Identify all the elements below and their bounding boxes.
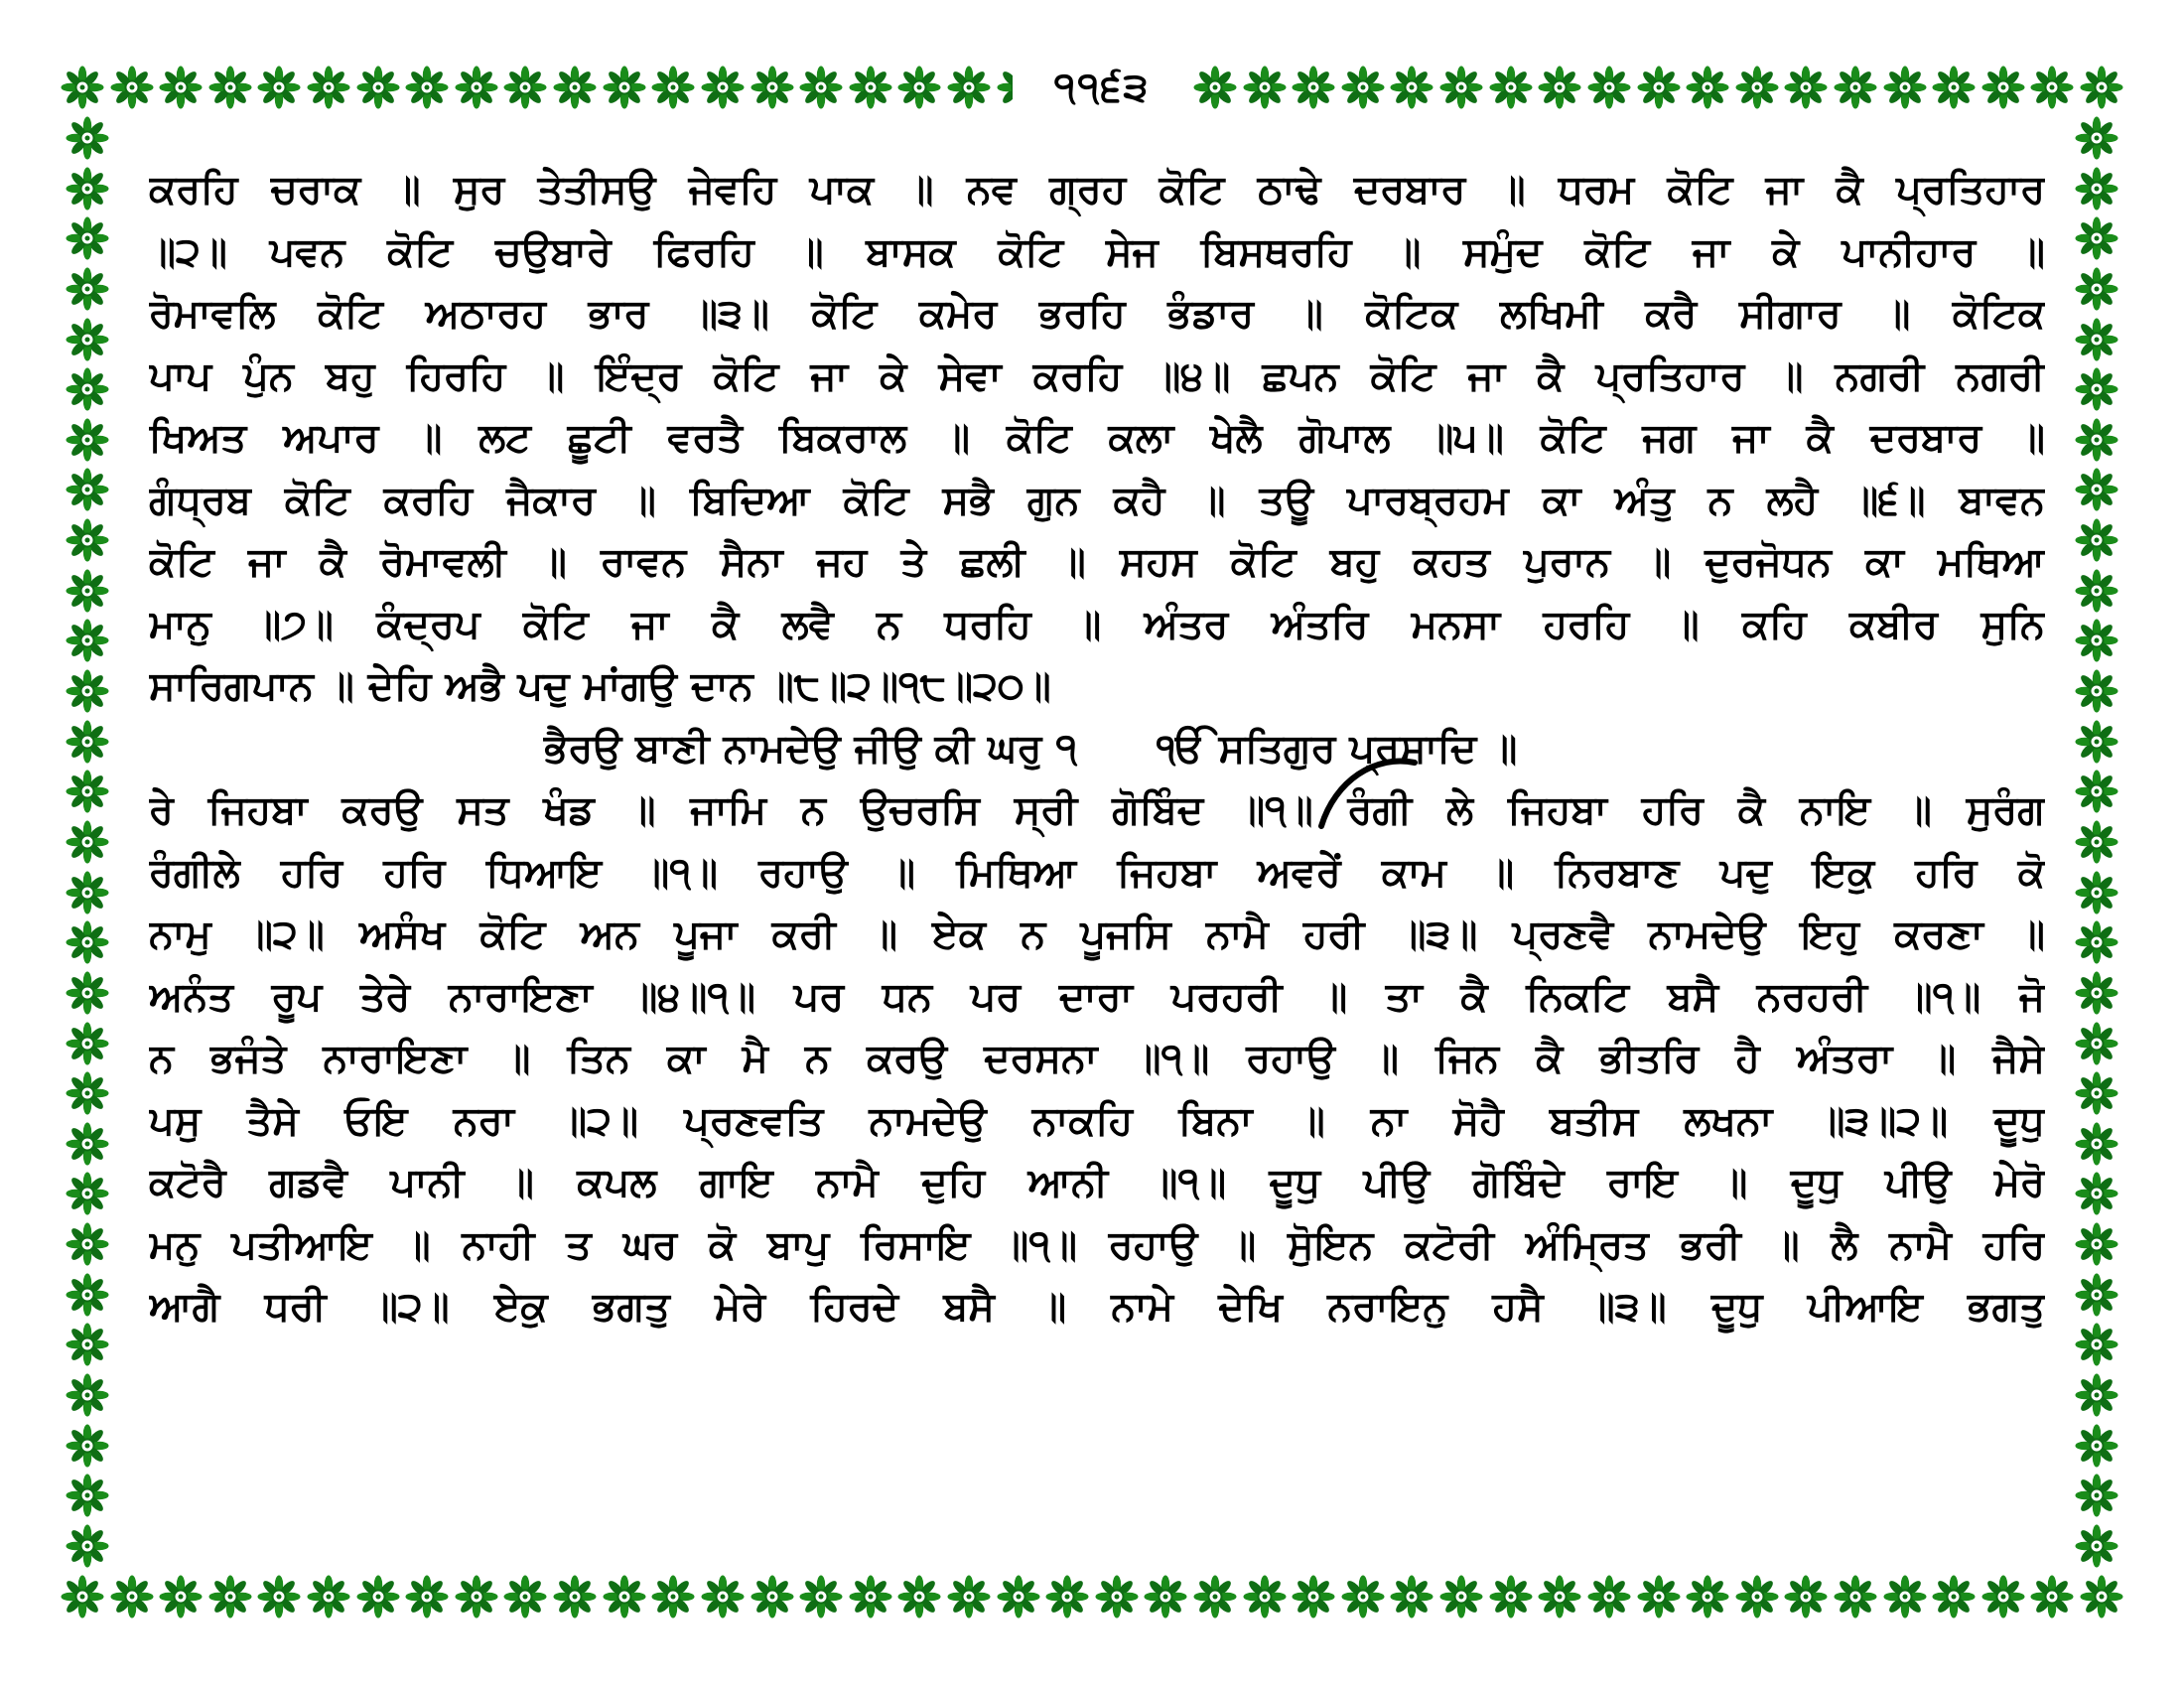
flower-icon — [454, 65, 499, 110]
flower-icon — [2074, 1021, 2119, 1066]
flower-icon — [2074, 1121, 2119, 1167]
flower-icon — [2074, 970, 2119, 1016]
flower-icon — [65, 166, 110, 211]
flower-icon — [1636, 1574, 1682, 1619]
shabad-heading — [149, 718, 2045, 780]
flower-icon — [65, 1021, 110, 1066]
flower-icon — [2074, 417, 2119, 463]
text-line-6: ਗੰਧ੍ਰਬ ਕੋਟਿ ਕਰਹਿ ਜੈਕਾਰ ॥ ਬਿਦਿਆ ਕੋਟਿ ਸਭੈ ਗੁਨ ਕਹੈ ॥ ਤਊ ਪਾਰਬ੍ਰਹਮ ਕਾ ਅੰਤੁ ਨ ਲਹੈ ॥੬॥ ਬਾਵਨ — [149, 477, 2045, 523]
flower-icon — [1143, 1574, 1188, 1619]
flower-icon — [2074, 215, 2119, 261]
flower-icon — [1537, 1574, 1582, 1619]
flower-icon — [1833, 1574, 1878, 1619]
flower-icon — [65, 1221, 110, 1267]
flower-icon — [65, 467, 110, 512]
flower-icon — [2074, 517, 2119, 563]
flower-icon — [158, 65, 204, 110]
flower-icon — [65, 668, 110, 714]
floral-border-left — [60, 115, 115, 1569]
flower-icon — [2074, 1423, 2119, 1469]
flower-icon — [2074, 769, 2119, 814]
flower-icon — [2074, 1523, 2119, 1569]
flower-icon — [65, 366, 110, 412]
flower-icon — [60, 65, 105, 110]
flower-icon — [2074, 668, 2119, 714]
flower-icon — [2074, 1221, 2119, 1267]
text-line-19: ਆਗੈ ਧਰੀ ॥੨॥ ਏਕੁ ਭਗਤੁ ਮੇਰੇ ਹਿਰਦੇ ਬਸੈ ॥ ਨਾਮੇ ਦੇਖਿ ਨਰਾਇਨੁ ਹਸੈ ॥੩॥ ਦੂਧੁ ਪੀਆਇ ਭਗਤੁ — [149, 1284, 2045, 1330]
flower-icon — [65, 1372, 110, 1418]
flower-icon — [1783, 65, 1829, 110]
flower-icon — [207, 65, 253, 110]
flower-icon — [896, 1574, 942, 1619]
flower-icon — [1192, 1574, 1238, 1619]
flower-icon — [65, 568, 110, 614]
flower-icon — [65, 1272, 110, 1318]
flower-icon — [2074, 115, 2119, 161]
flower-icon — [1242, 65, 1288, 110]
flower-icon — [65, 919, 110, 965]
text-line-1: ਕਰਹਿ ਚਰਾਕ ॥ ਸੁਰ ਤੇਤੀਸਉ ਜੇਵਹਿ ਪਾਕ ॥ ਨਵ ਗ੍ਰਹ ਕੋਟਿ ਠਾਢੇ ਦਰਬਾਰ ॥ ਧਰਮ ਕੋਟਿ ਜਾ ਕੈ ਪ੍ਰਤਿਹਾਰ — [149, 167, 2045, 212]
flower-icon — [207, 1574, 253, 1619]
flower-icon — [1438, 1574, 1484, 1619]
flower-icon — [1734, 65, 1780, 110]
flower-icon — [602, 65, 647, 110]
flower-icon — [1094, 1574, 1140, 1619]
flower-icon — [2074, 618, 2119, 663]
ek-onkar-arc-icon — [1315, 751, 1425, 830]
flower-icon — [65, 1523, 110, 1569]
flower-icon — [2074, 266, 2119, 312]
flower-icon — [602, 1574, 647, 1619]
flower-icon — [848, 1574, 893, 1619]
flower-icon — [65, 266, 110, 312]
raag-title: ਭੈਰਉ ਬਾਣੀ ਨਾਮਦੇਉ ਜੀਉ ਕੀ ਘਰੁ ੧ — [544, 725, 1078, 772]
floral-border-right — [2069, 115, 2124, 1569]
flower-icon — [1980, 65, 2026, 110]
flower-icon — [2074, 919, 2119, 965]
flower-icon — [1242, 1574, 1288, 1619]
flower-icon — [2074, 467, 2119, 512]
flower-icon — [306, 65, 351, 110]
flower-icon — [1044, 1574, 1090, 1619]
flower-icon — [1685, 1574, 1730, 1619]
flower-icon — [1291, 1574, 1336, 1619]
flower-icon — [2074, 166, 2119, 211]
flower-icon — [65, 215, 110, 261]
flower-icon — [65, 970, 110, 1016]
flower-icon — [552, 65, 598, 110]
flower-icon — [650, 65, 696, 110]
flower-icon — [700, 65, 746, 110]
flower-icon — [2074, 1473, 2119, 1518]
mool-invocation: ੴ ਸਤਿਗੁਰ ਪ੍ਰਸਾਦਿ ॥ — [1157, 725, 1518, 772]
flower-icon — [1931, 1574, 1977, 1619]
text-line-4: ਪਾਪ ਪੁੰਨ ਬਹੁ ਹਿਰਹਿ ॥ ਇੰਦ੍ਰ ਕੋਟਿ ਜਾ ਕੇ ਸੇਵਾ ਕਰਹਿ ॥੪॥ ਛਪਨ ਕੋਟਿ ਜਾ ਕੈ ਪ੍ਰਤਿਹਾਰ ॥ ਨਗਰੀ ਨਗਰੀ — [149, 352, 2045, 399]
flower-icon — [1783, 1574, 1829, 1619]
flower-icon — [2074, 1272, 2119, 1318]
flower-icon — [65, 1070, 110, 1116]
flower-icon — [750, 1574, 795, 1619]
text-line-7: ਕੋਟਿ ਜਾ ਕੈ ਰੋਮਾਵਲੀ ॥ ਰਾਵਨ ਸੈਨਾ ਜਹ ਤੇ ਛਲੀ ॥ ਸਹਸ ਕੋਟਿ ਬਹੁ ਕਹਤ ਪੁਰਾਨ ॥ ਦੁਰਜੋਧਨ ਕਾ ਮਥਿਆ — [149, 539, 2045, 585]
flower-icon — [2074, 719, 2119, 765]
flower-icon — [65, 769, 110, 814]
flower-icon — [1980, 1574, 2026, 1619]
flower-icon — [1438, 65, 1484, 110]
flower-icon — [2074, 1322, 2119, 1367]
flower-icon — [2074, 870, 2119, 915]
flower-icon — [65, 1473, 110, 1518]
flower-icon — [65, 317, 110, 362]
text-line-14: ਅਨੰਤ ਰੂਪ ਤੇਰੇ ਨਾਰਾਇਣਾ ॥੪॥੧॥ ਪਰ ਧਨ ਪਰ ਦਾਰਾ ਪਰਹਰੀ ॥ ਤਾ ਕੈ ਨਿਕਟਿ ਬਸੈ ਨਰਹਰੀ ॥੧॥ ਜੋ — [149, 973, 2045, 1020]
floral-border-bottom — [60, 1569, 2124, 1624]
flower-icon — [552, 1574, 598, 1619]
flower-icon — [1734, 1574, 1780, 1619]
flower-icon — [2074, 317, 2119, 362]
flower-icon — [1882, 65, 1928, 110]
flower-icon — [996, 1574, 1041, 1619]
flower-icon — [798, 1574, 844, 1619]
flower-icon — [65, 870, 110, 915]
flower-icon — [355, 1574, 401, 1619]
flower-icon — [700, 1574, 746, 1619]
flower-icon — [1389, 1574, 1434, 1619]
flower-icon — [502, 65, 548, 110]
flower-icon — [65, 1423, 110, 1469]
flower-icon — [1586, 65, 1632, 110]
gurbani-text — [149, 159, 2045, 1338]
flower-icon — [1192, 65, 1238, 110]
flower-icon — [2029, 1574, 2075, 1619]
text-line-15: ਨ ਭਜੰਤੇ ਨਾਰਾਇਣਾ ॥ ਤਿਨ ਕਾ ਮੈ ਨ ਕਰਉ ਦਰਸਨਾ ॥੧॥ ਰਹਾਉ ॥ ਜਿਨ ਕੈ ਭੀਤਰਿ ਹੈ ਅੰਤਰਾ ॥ ਜੈਸੇ — [149, 1036, 2045, 1081]
text-line-17: ਕਟੋਰੈ ਗਡਵੈ ਪਾਨੀ ॥ ਕਪਲ ਗਾਇ ਨਾਮੈ ਦੁਹਿ ਆਨੀ ॥੧॥ ਦੂਧੁ ਪੀਉ ਗੋਬਿੰਦੇ ਰਾਇ ॥ ਦੂਧੁ ਪੀਉ ਮੇਰੋ — [149, 1160, 2045, 1205]
text-line-5: ਖਿਅਤ ਅਪਾਰ ॥ ਲਟ ਛੂਟੀ ਵਰਤੈ ਬਿਕਰਾਲ ॥ ਕੋਟਿ ਕਲਾ ਖੇਲੈ ਗੋਪਾਲ ॥੫॥ ਕੋਟਿ ਜਗ ਜਾ ਕੈ ਦਰਬਾਰ ॥ — [149, 415, 2045, 461]
flower-icon — [2074, 1372, 2119, 1418]
flower-icon — [65, 517, 110, 563]
flower-icon — [404, 65, 450, 110]
flower-icon — [2079, 1574, 2124, 1619]
flower-icon — [65, 417, 110, 463]
flower-icon — [60, 1574, 105, 1619]
flower-icon — [65, 819, 110, 865]
text-line-13: ਨਾਮੁ ॥੨॥ ਅਸੰਖ ਕੋਟਿ ਅਨ ਪੂਜਾ ਕਰੀ ॥ ਏਕ ਨ ਪੂਜਸਿ ਨਾਮੈ ਹਰੀ ॥੩॥ ਪ੍ਰਣਵੈ ਨਾਮਦੇਉ ਇਹੁ ਕਰਣਾ ॥ — [149, 912, 2045, 957]
flower-icon — [256, 65, 302, 110]
flower-icon — [896, 65, 942, 110]
flower-icon — [2074, 1171, 2119, 1216]
flower-icon — [2029, 65, 2075, 110]
flower-icon — [65, 1171, 110, 1216]
flower-icon — [1340, 65, 1386, 110]
flower-icon — [2074, 1070, 2119, 1116]
flower-icon — [158, 1574, 204, 1619]
flower-icon — [1537, 65, 1582, 110]
flower-icon — [1291, 65, 1336, 110]
flower-icon — [502, 1574, 548, 1619]
text-line-11: ਰੇ ਜਿਹਬਾ ਕਰਉ ਸਤ ਖੰਡ ॥ ਜਾਮਿ ਨ ਉਚਰਸਿ ਸ੍ਰੀ ਗੋਬਿੰਦ ॥੧॥ ਰੰਗੀ ਲੇ ਜਿਹਬਾ ਹਰਿ ਕੈ ਨਾਇ ॥ ਸੁਰੰਗ — [149, 787, 2045, 833]
text-line-12: ਰੰਗੀਲੇ ਹਰਿ ਹਰਿ ਧਿਆਇ ॥੧॥ ਰਹਾਉ ॥ ਮਿਥਿਆ ਜਿਹਬਾ ਅਵਰੇਂ ਕਾਮ ॥ ਨਿਰਬਾਣ ਪਦੁ ਇਕੁ ਹਰਿ ਕੋ — [149, 849, 2045, 896]
flower-icon — [1488, 65, 1534, 110]
page-number-box — [1013, 58, 1191, 117]
flower-icon — [1488, 1574, 1534, 1619]
flower-icon — [2074, 568, 2119, 614]
text-line-18: ਮਨੁ ਪਤੀਆਇ ॥ ਨਾਹੀ ਤ ਘਰ ਕੋ ਬਾਪੁ ਰਿਸਾਇ ॥੧॥ ਰਹਾਉ ॥ ਸੋੁਇਨ ਕਟੋਰੀ ਅੰਮ੍ਰਿਤ ਭਰੀ ॥ ਲੈ ਨਾਮੈ ਹਰਿ — [149, 1221, 2045, 1268]
flower-icon — [750, 65, 795, 110]
flower-icon — [306, 1574, 351, 1619]
flower-icon — [109, 65, 155, 110]
text-line-9: ਸਾਰਿਗਪਾਨ ॥ ਦੇਹਿ ਅਭੈ ਪਦੁ ਮਾਂਗਉ ਦਾਨ ॥੮॥੨॥੧੮॥੨੦॥ — [149, 663, 1051, 709]
page-number: ੧੧੬੩ — [1053, 65, 1151, 110]
text-line-2: ॥੨॥ ਪਵਨ ਕੋਟਿ ਚਉਬਾਰੇ ਫਿਰਹਿ ॥ ਬਾਸਕ ਕੋਟਿ ਸੇਜ ਬਿਸਥਰਹਿ ॥ ਸਮੁੰਦ ਕੋਟਿ ਜਾ ਕੇ ਪਾਨੀਹਾਰ ॥ — [149, 228, 2045, 275]
flower-icon — [454, 1574, 499, 1619]
text-line-16: ਪਸੁ ਤੈਸੇ ਓਇ ਨਰਾ ॥੨॥ ਪ੍ਰਣਵਤਿ ਨਾਮਦੇਉ ਨਾਕਹਿ ਬਿਨਾ ॥ ਨਾ ਸੋਹੈ ਬਤੀਸ ਲਖਨਾ ॥੩॥੨॥ ਦੂਧੁ — [149, 1097, 2045, 1144]
flower-icon — [65, 618, 110, 663]
flower-icon — [798, 65, 844, 110]
flower-icon — [2074, 819, 2119, 865]
flower-icon — [2074, 366, 2119, 412]
flower-icon — [65, 1121, 110, 1167]
flower-icon — [1340, 1574, 1386, 1619]
flower-icon — [65, 1322, 110, 1367]
flower-icon — [65, 115, 110, 161]
flower-icon — [404, 1574, 450, 1619]
flower-icon — [848, 65, 893, 110]
flower-icon — [1586, 1574, 1632, 1619]
flower-icon — [1636, 65, 1682, 110]
flower-icon — [65, 719, 110, 765]
flower-icon — [1931, 65, 1977, 110]
flower-icon — [355, 65, 401, 110]
flower-icon — [1882, 1574, 1928, 1619]
flower-icon — [946, 65, 992, 110]
flower-icon — [1389, 65, 1434, 110]
flower-icon — [256, 1574, 302, 1619]
flower-icon — [1833, 65, 1878, 110]
flower-icon — [946, 1574, 992, 1619]
flower-icon — [650, 1574, 696, 1619]
flower-icon — [2079, 65, 2124, 110]
text-line-8: ਮਾਨੁ ॥੭॥ ਕੰਦ੍ਰਪ ਕੋਟਿ ਜਾ ਕੈ ਲਵੈ ਨ ਧਰਹਿ ॥ ਅੰਤਰ ਅੰਤਰਿ ਮਨਸਾ ਹਰਹਿ ॥ ਕਹਿ ਕਬੀਰ ਸੁਨਿ — [149, 601, 2045, 647]
text-line-3: ਰੋਮਾਵਲਿ ਕੋਟਿ ਅਠਾਰਹ ਭਾਰ ॥੩॥ ਕੋਟਿ ਕਮੇਰ ਭਰਹਿ ਭੰਡਾਰ ॥ ਕੋਟਿਕ ਲਖਿਮੀ ਕਰੈ ਸੀਗਾਰ ॥ ਕੋਟਿਕ — [149, 291, 2045, 337]
flower-icon — [1685, 65, 1730, 110]
flower-icon — [109, 1574, 155, 1619]
